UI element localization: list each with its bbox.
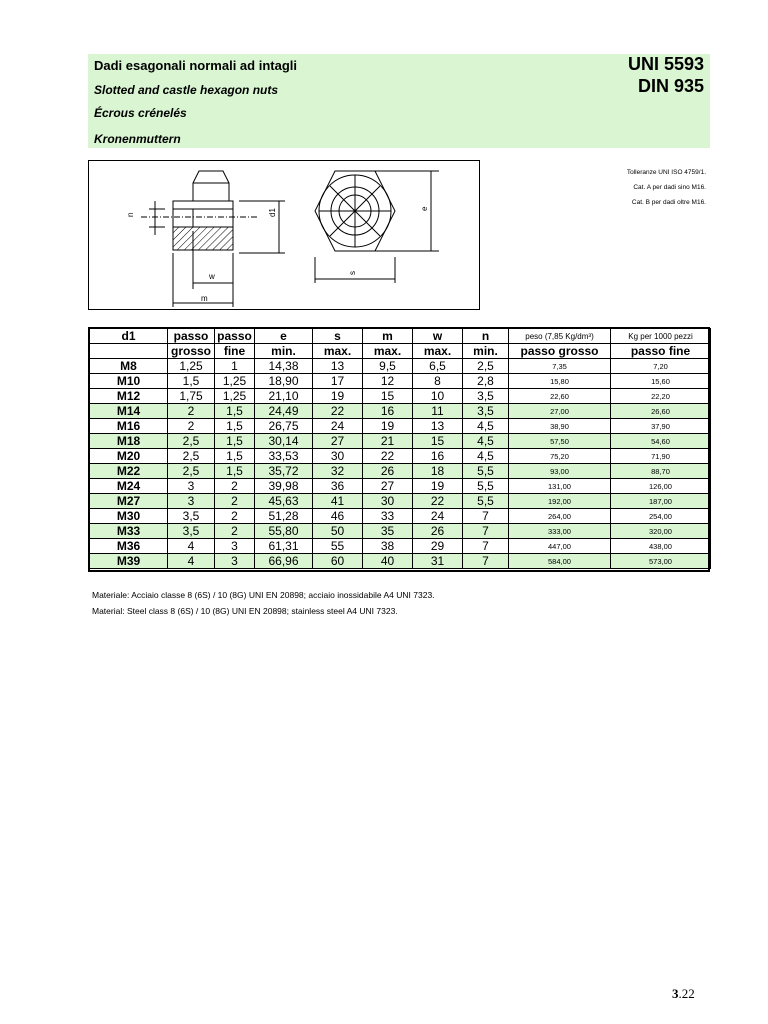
material-italian: Materiale: Acciaio classe 8 (6S) / 10 (8G) UNI EN 20898; acciaio inossidabile A4 UNI 7323. — [92, 590, 435, 600]
cell-pg: 1,75 — [168, 389, 215, 404]
header-fine: fine — [215, 344, 255, 359]
cell-pg: 1,5 — [168, 374, 215, 389]
table-row — [90, 464, 711, 479]
cell-wf: 7,20 — [611, 359, 711, 374]
tolerance-notes — [627, 165, 706, 210]
title-banner — [88, 54, 710, 148]
page-number — [672, 986, 695, 1002]
cell-w: 11 — [413, 404, 463, 419]
standard-din: DIN 935 — [637, 76, 704, 96]
cell-n: 5,5 — [463, 494, 509, 509]
cell-n: 4,5 — [463, 449, 509, 464]
cell-m: 21 — [363, 434, 413, 449]
cell-e: 14,38 — [255, 359, 313, 374]
cell-wf: 438,00 — [611, 539, 711, 554]
cell-m: 30 — [363, 494, 413, 509]
cell-w: 6,5 — [413, 359, 463, 374]
cell-wf: 126,00 — [611, 479, 711, 494]
header-grosso: grosso — [168, 344, 215, 359]
cell-e: 21,10 — [255, 389, 313, 404]
cell-d1: M30 — [90, 509, 168, 524]
cell-w: 15 — [413, 434, 463, 449]
cell-wf: 187,00 — [611, 494, 711, 509]
cell-e: 26,75 — [255, 419, 313, 434]
cell-s: 24 — [313, 419, 363, 434]
table-row — [90, 434, 711, 449]
title-german: Kronenmuttern — [94, 132, 181, 146]
label-w: w — [209, 272, 215, 281]
cell-pf: 2 — [215, 509, 255, 524]
cell-d1: M18 — [90, 434, 168, 449]
title-french: Écrous crénelés — [94, 106, 187, 120]
header-kg: Kg per 1000 pezzi — [611, 329, 711, 344]
cell-e: 39,98 — [255, 479, 313, 494]
cell-m: 35 — [363, 524, 413, 539]
cell-d1: M39 — [90, 554, 168, 569]
note-cat-b: Cat. B per dadi oltre M16. — [631, 199, 706, 206]
cell-pg: 4 — [168, 539, 215, 554]
cell-pg: 2 — [168, 404, 215, 419]
header-peso: peso (7,85 Kg/dm³) — [509, 329, 611, 344]
header-m-max: max. — [363, 344, 413, 359]
cell-w: 16 — [413, 449, 463, 464]
cell-e: 45,63 — [255, 494, 313, 509]
side-view — [141, 171, 285, 307]
cell-pg: 3,5 — [168, 509, 215, 524]
cell-pf: 2 — [215, 494, 255, 509]
cell-pf: 1,5 — [215, 434, 255, 449]
table-row — [90, 539, 711, 554]
cell-pf: 1,5 — [215, 464, 255, 479]
cell-pf: 1,5 — [215, 404, 255, 419]
cell-wf: 54,60 — [611, 434, 711, 449]
cell-s: 41 — [313, 494, 363, 509]
title-english: Slotted and castle hexagon nuts — [94, 83, 279, 97]
header-w: w — [413, 329, 463, 344]
cell-w: 26 — [413, 524, 463, 539]
cell-w: 13 — [413, 419, 463, 434]
cell-n: 2,8 — [463, 374, 509, 389]
cell-e: 66,96 — [255, 554, 313, 569]
label-m: m — [201, 294, 208, 303]
cell-wf: 573,00 — [611, 554, 711, 569]
cell-w: 24 — [413, 509, 463, 524]
cell-s: 19 — [313, 389, 363, 404]
cell-wg: 192,00 — [509, 494, 611, 509]
cell-s: 36 — [313, 479, 363, 494]
cell-w: 18 — [413, 464, 463, 479]
cell-w: 8 — [413, 374, 463, 389]
cell-n: 3,5 — [463, 404, 509, 419]
cell-n: 7 — [463, 539, 509, 554]
cell-d1: M14 — [90, 404, 168, 419]
cell-m: 40 — [363, 554, 413, 569]
cell-m: 38 — [363, 539, 413, 554]
cell-pg: 2,5 — [168, 434, 215, 449]
table-row — [90, 554, 711, 569]
cell-wf: 22,20 — [611, 389, 711, 404]
cell-e: 24,49 — [255, 404, 313, 419]
header-s-max: max. — [313, 344, 363, 359]
table-row — [90, 374, 711, 389]
cell-s: 32 — [313, 464, 363, 479]
cell-d1: M27 — [90, 494, 168, 509]
label-s: s — [348, 271, 357, 275]
cell-pf: 2 — [215, 479, 255, 494]
cell-wg: 38,90 — [509, 419, 611, 434]
nut-drawing-svg — [89, 161, 479, 309]
cell-m: 9,5 — [363, 359, 413, 374]
cell-s: 22 — [313, 404, 363, 419]
cell-pf: 2 — [215, 524, 255, 539]
technical-drawing — [88, 160, 480, 310]
cell-s: 17 — [313, 374, 363, 389]
cell-m: 19 — [363, 419, 413, 434]
cell-pf: 1,25 — [215, 389, 255, 404]
header-e: e — [255, 329, 313, 344]
cell-wg: 22,60 — [509, 389, 611, 404]
top-view — [315, 171, 439, 283]
header-s: s — [313, 329, 363, 344]
table-row — [90, 524, 711, 539]
cell-wf: 15,60 — [611, 374, 711, 389]
cell-e: 55,80 — [255, 524, 313, 539]
cell-pg: 2 — [168, 419, 215, 434]
cell-d1: M16 — [90, 419, 168, 434]
cell-pf: 3 — [215, 554, 255, 569]
cell-e: 30,14 — [255, 434, 313, 449]
table-row — [90, 479, 711, 494]
cell-pg: 1,25 — [168, 359, 215, 374]
label-e: e — [420, 206, 429, 211]
cell-pf: 1,5 — [215, 449, 255, 464]
material-english: Material: Steel class 8 (6S) / 10 (8G) UNI EN 20898; stainless steel A4 UNI 7323. — [92, 606, 398, 616]
cell-n: 7 — [463, 554, 509, 569]
cell-d1: M12 — [90, 389, 168, 404]
cell-wg: 7,35 — [509, 359, 611, 374]
cell-wf: 254,00 — [611, 509, 711, 524]
label-n: n — [126, 212, 135, 217]
header-row-2 — [90, 344, 711, 359]
cell-w: 22 — [413, 494, 463, 509]
cell-d1: M8 — [90, 359, 168, 374]
cell-wg: 27,00 — [509, 404, 611, 419]
cell-wf: 88,70 — [611, 464, 711, 479]
cell-s: 27 — [313, 434, 363, 449]
label-d1: d1 — [268, 208, 277, 217]
cell-e: 35,72 — [255, 464, 313, 479]
cell-wg: 93,00 — [509, 464, 611, 479]
cell-n: 5,5 — [463, 479, 509, 494]
note-cat-a: Cat. A per dadi sino M16. — [633, 184, 706, 191]
table-row — [90, 404, 711, 419]
cell-n: 2,5 — [463, 359, 509, 374]
cell-n: 4,5 — [463, 434, 509, 449]
cell-m: 22 — [363, 449, 413, 464]
cell-pg: 3 — [168, 479, 215, 494]
header-d1-sub — [90, 344, 168, 359]
cell-wg: 57,50 — [509, 434, 611, 449]
cell-n: 4,5 — [463, 419, 509, 434]
header-weight-grosso: passo grosso — [509, 344, 611, 359]
table-row — [90, 389, 711, 404]
cell-wf: 71,90 — [611, 449, 711, 464]
cell-s: 46 — [313, 509, 363, 524]
header-weight-fine: passo fine — [611, 344, 711, 359]
header-n-min: min. — [463, 344, 509, 359]
cell-w: 10 — [413, 389, 463, 404]
cell-wg: 333,00 — [509, 524, 611, 539]
cell-pg: 3 — [168, 494, 215, 509]
header-e-min: min. — [255, 344, 313, 359]
cell-w: 19 — [413, 479, 463, 494]
cell-m: 15 — [363, 389, 413, 404]
page-number-major: 3 — [672, 986, 679, 1001]
table-row — [90, 419, 711, 434]
table-row — [90, 509, 711, 524]
cell-pf: 1,25 — [215, 374, 255, 389]
cell-pg: 3,5 — [168, 524, 215, 539]
table-row — [90, 494, 711, 509]
cell-pf: 3 — [215, 539, 255, 554]
cell-pg: 2,5 — [168, 464, 215, 479]
cell-m: 27 — [363, 479, 413, 494]
cell-e: 18,90 — [255, 374, 313, 389]
cell-s: 55 — [313, 539, 363, 554]
header-row-1 — [90, 329, 711, 344]
cell-m: 12 — [363, 374, 413, 389]
cell-e: 33,53 — [255, 449, 313, 464]
header-n: n — [463, 329, 509, 344]
cell-wg: 447,00 — [509, 539, 611, 554]
cell-d1: M33 — [90, 524, 168, 539]
cell-pg: 2,5 — [168, 449, 215, 464]
cell-m: 33 — [363, 509, 413, 524]
cell-m: 26 — [363, 464, 413, 479]
cell-d1: M22 — [90, 464, 168, 479]
cell-n: 7 — [463, 509, 509, 524]
cell-e: 51,28 — [255, 509, 313, 524]
cell-wg: 75,20 — [509, 449, 611, 464]
header-w-max: max. — [413, 344, 463, 359]
cell-d1: M24 — [90, 479, 168, 494]
cell-pf: 1,5 — [215, 419, 255, 434]
cell-e: 61,31 — [255, 539, 313, 554]
cell-w: 29 — [413, 539, 463, 554]
cell-n: 5,5 — [463, 464, 509, 479]
cell-wg: 15,80 — [509, 374, 611, 389]
cell-d1: M20 — [90, 449, 168, 464]
header-m: m — [363, 329, 413, 344]
standard-uni: UNI 5593 — [627, 54, 704, 74]
cell-wg: 264,00 — [509, 509, 611, 524]
cell-pg: 4 — [168, 554, 215, 569]
cell-d1: M36 — [90, 539, 168, 554]
cell-wf: 26,60 — [611, 404, 711, 419]
table-body — [90, 359, 711, 569]
cell-s: 50 — [313, 524, 363, 539]
cell-s: 13 — [313, 359, 363, 374]
title-italian: Dadi esagonali normali ad intagli — [94, 58, 297, 73]
note-tolerance: Tolleranze UNI ISO 4759/1. — [626, 169, 706, 176]
cell-s: 60 — [313, 554, 363, 569]
cell-s: 30 — [313, 449, 363, 464]
header-passo-grosso: passo — [168, 329, 215, 344]
cell-n: 3,5 — [463, 389, 509, 404]
table-row — [90, 449, 711, 464]
cell-wg: 584,00 — [509, 554, 611, 569]
cell-w: 31 — [413, 554, 463, 569]
cell-m: 16 — [363, 404, 413, 419]
cell-d1: M10 — [90, 374, 168, 389]
cell-wf: 320,00 — [611, 524, 711, 539]
cell-pf: 1 — [215, 359, 255, 374]
cell-wg: 131,00 — [509, 479, 611, 494]
cell-wf: 37,90 — [611, 419, 711, 434]
header-d1: d1 — [90, 329, 168, 344]
cell-n: 7 — [463, 524, 509, 539]
table-row — [90, 359, 711, 374]
header-passo-fine: passo — [215, 329, 255, 344]
page-number-minor: .22 — [678, 986, 695, 1001]
dimensions-table — [89, 328, 711, 569]
